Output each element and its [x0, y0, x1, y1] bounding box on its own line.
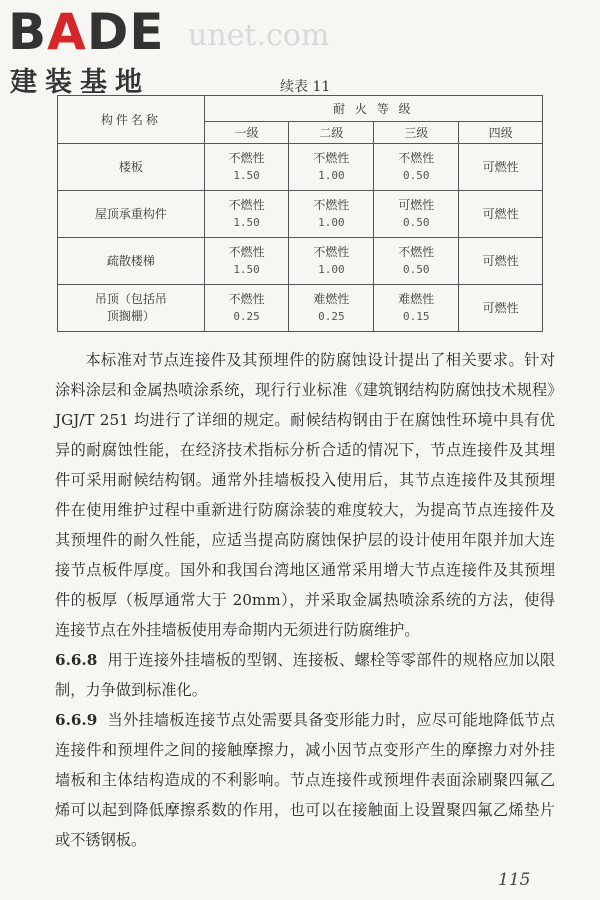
- table-row-stairs: [58, 238, 543, 285]
- table-cell: 不燃性 1.50: [204, 238, 289, 285]
- clause-number: 6.6.9: [55, 711, 98, 729]
- clause-number: 6.6.8: [55, 651, 98, 669]
- grade-3: 三级: [374, 122, 459, 144]
- table-cell: 不燃性 1.00: [289, 191, 374, 238]
- table-cell: 不燃性 0.25: [204, 285, 289, 332]
- table-cell: 可燃性: [459, 191, 543, 238]
- grade-4: 四级: [459, 122, 543, 144]
- grade-1: 一级: [204, 122, 289, 144]
- paragraph-commentary: 本标准对节点连接件及其预埋件的防腐蚀设计提出了相关要求。针对涂料涂层和金属热喷涂系统，现行行业标准《建筑钢结构防腐蚀技术规程》JGJ/T 251 均进行了详细的规定。耐候结构钢由于在腐蚀性环境中具有优异的耐腐蚀性能，在经济技术指标分析合适的情况下，节点连接件及其埋件可采用耐候结构钢。通常外挂墙板投入使用后，其节点连接件及其预埋件在使用维护过程中重新进行防腐涂装的难度较大，为提高节点连接件及其预埋件的耐久性能，应适当提高防腐蚀保护层的设计使用年限并加大连接节点板件厚度。国外和我国台湾地区通常采用增大节点连接件及其预埋件的板厚（板厚通常大于 20mm），并采取金属热喷涂系统的方法，使得连接节点在外挂墙板使用寿命期内无须进行防腐维护。: [55, 351, 555, 639]
- table-row-ceiling: [58, 285, 543, 332]
- clause-6-6-8: [55, 645, 555, 705]
- table-row-roof: [58, 191, 543, 238]
- clause-text: 用于连接外挂墙板的型钢、连接板、螺栓等零部件的规格应加以限制，力争做到标准化。: [55, 651, 555, 699]
- table-cell: 可燃性 0.50: [374, 191, 459, 238]
- component-name: 吊顶（包括吊 顶搁栅）: [58, 285, 205, 332]
- table-cell: 难燃性 0.25: [289, 285, 374, 332]
- table-cell: 可燃性: [459, 144, 543, 191]
- page-number: 115: [498, 870, 531, 890]
- logo-chinese-text: 建装基地: [10, 67, 150, 98]
- grade-2: 二级: [289, 122, 374, 144]
- clause-6-6-9: [55, 705, 555, 855]
- header-component-name: 构件名称: [58, 96, 205, 144]
- component-name: 屋顶承重构件: [58, 191, 205, 238]
- table-cell: 不燃性 1.00: [289, 238, 374, 285]
- fire-resistance-table: [57, 95, 543, 332]
- table-cell: 不燃性 1.50: [204, 191, 289, 238]
- table-cell: 不燃性 0.50: [374, 144, 459, 191]
- table-row-floor: [58, 144, 543, 191]
- table-cell: 可燃性: [459, 238, 543, 285]
- clause-text: 当外挂墙板连接节点处需要具备变形能力时，应尽可能地降低节点连接件和预埋件之间的接触摩擦力，减小因节点变形产生的摩擦力对外挂墙板和主体结构造成的不利影响。节点连接件或预埋件表面涂刷聚四氟乙烯可以起到降低摩擦系数的作用，也可以在接触面上设置聚四氟乙烯垫片或不锈钢板。: [55, 711, 555, 849]
- table-cell: 不燃性 1.50: [204, 144, 289, 191]
- table-cell: 难燃性 0.15: [374, 285, 459, 332]
- table-cell: 可燃性: [459, 285, 543, 332]
- table-cell: 不燃性 1.00: [289, 144, 374, 191]
- header-fire-grade: 耐 火 等 级: [204, 96, 542, 122]
- body-text: [55, 345, 555, 855]
- component-name: 楼板: [58, 144, 205, 191]
- table-caption: 续表 11: [280, 79, 331, 95]
- table-header-row: [58, 96, 543, 122]
- table-cell: 不燃性 0.50: [374, 238, 459, 285]
- bade-logo: [8, 3, 183, 98]
- component-name: 疏散楼梯: [58, 238, 205, 285]
- watermark: unet.com: [188, 18, 330, 53]
- logo-brand-text: BADE: [8, 3, 165, 61]
